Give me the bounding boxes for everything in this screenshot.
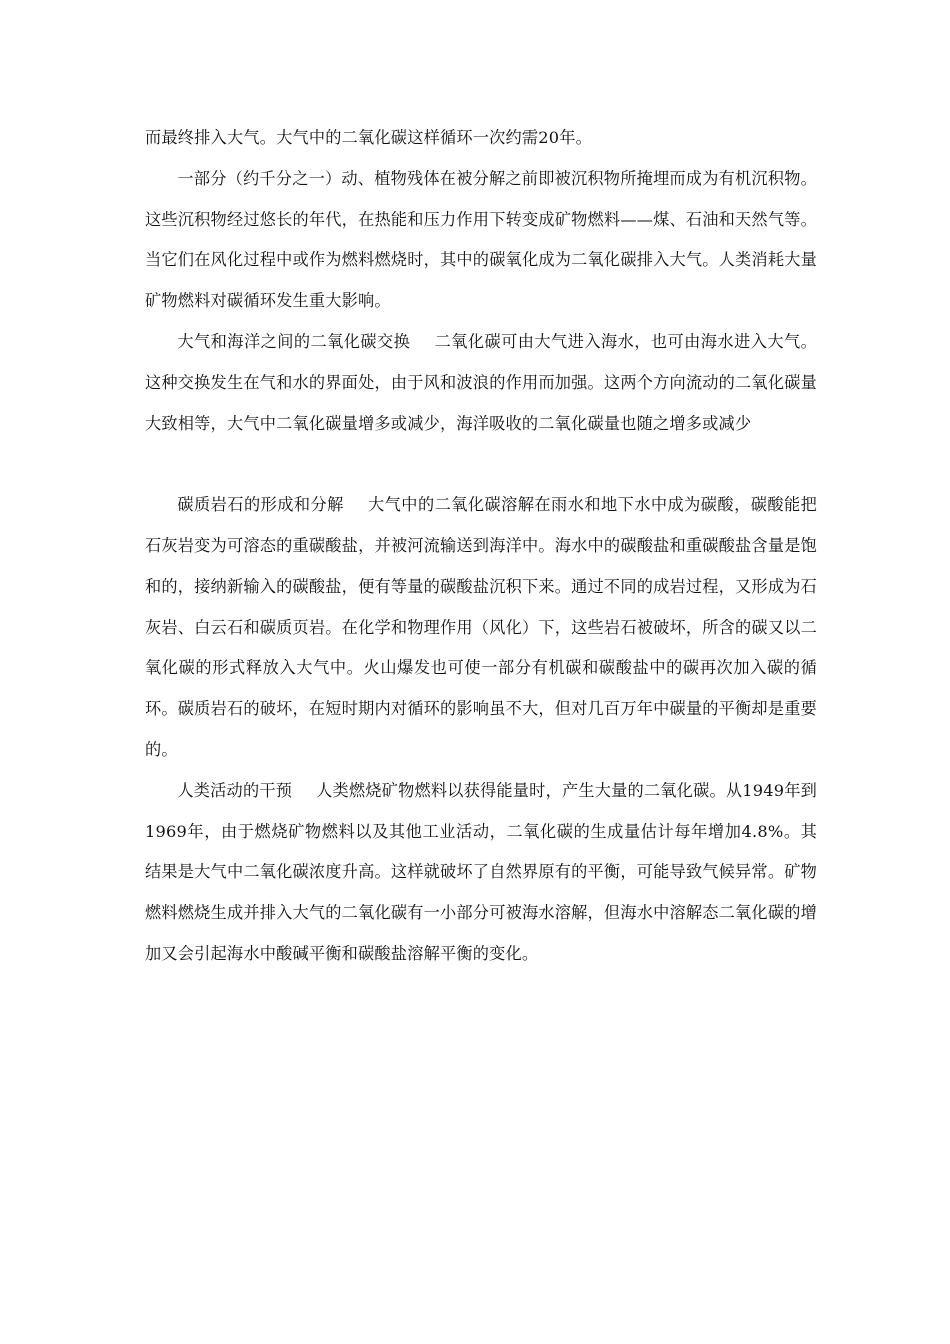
section-heading: 人类活动的干预: [177, 780, 293, 800]
paragraph-text: 一部分（约千分之一）动、植物残体在被分解之前即被沉积物所掩埋而成为有机沉积物。这些沉积物经过悠长的年代，在热能和压力作用下转变成矿物燃料——煤、石油和天然气等。当它们在风化过程中或作为燃料燃烧时，其中的碳氧化成为二氧化碳排入大气。人类消耗大量矿物燃料对碳循环发生重大影响。: [145, 168, 817, 311]
paragraph-text: 人类燃烧矿物燃料以获得能量时，产生大量的二氧化碳。从1949年到1969年，由于燃烧矿物燃料以及其他工业活动，二氧化碳的生成量估计每年增加4.8%。其结果是大气中二氧化碳浓度升高。这样就破坏了自然界原有的平衡，可能导致气候异常。矿物燃料燃烧生成并排入大气的二氧化碳有一小部分可被海水溶解，但海水中溶解态二氧化碳的增加又会引起海水中酸碱平衡和碳酸盐溶解平衡的变化。: [145, 780, 818, 963]
paragraph-continuation: [145, 118, 817, 159]
paragraph-atmosphere-ocean-exchange: [145, 322, 817, 444]
paragraph-text: 而最终排入大气。大气中的二氧化碳这样循环一次约需20年。: [145, 128, 593, 147]
paragraph-carbonate-rocks: [145, 485, 817, 771]
paragraph-text: 二氧化碳可由大气进入海水，也可由海水进入大气。这种交换发生在气和水的界面处，由于风和波浪的作用而加强。这两个方向流动的二氧化碳量大致相等，大气中二氧化碳量增多或减少，海洋吸收的二氧化碳量也随之增多或减少: [145, 331, 817, 433]
paragraph-organic-sediment: [145, 159, 817, 322]
section-heading: 大气和海洋之间的二氧化碳交换: [177, 331, 411, 351]
paragraph-human-intervention: [145, 771, 817, 975]
section-heading: 碳质岩石的形成和分解: [177, 495, 344, 515]
document-body: [145, 118, 817, 975]
paragraph-text: 大气中的二氧化碳溶解在雨水和地下水中成为碳酸，碳酸能把石灰岩变为可溶态的重碳酸盐，并被河流输送到海洋中。海水中的碳酸盐和重碳酸盐含量是饱和的，接纳新输入的碳酸盐，便有等量的碳酸盐沉积下来。通过不同的成岩过程，又形成为石灰岩、白云石和碳质页岩。在化学和物理作用（风化）下，这些岩石被破坏，所含的碳又以二氧化碳的形式释放入大气中。火山爆发也可使一部分有机碳和碳酸盐中的碳再次加入碳的循环。碳质岩石的破坏，在短时期内对循环的影响虽不大，但对几百万年中碳量的平衡却是重要的。: [145, 495, 818, 759]
blank-line: [145, 444, 817, 485]
